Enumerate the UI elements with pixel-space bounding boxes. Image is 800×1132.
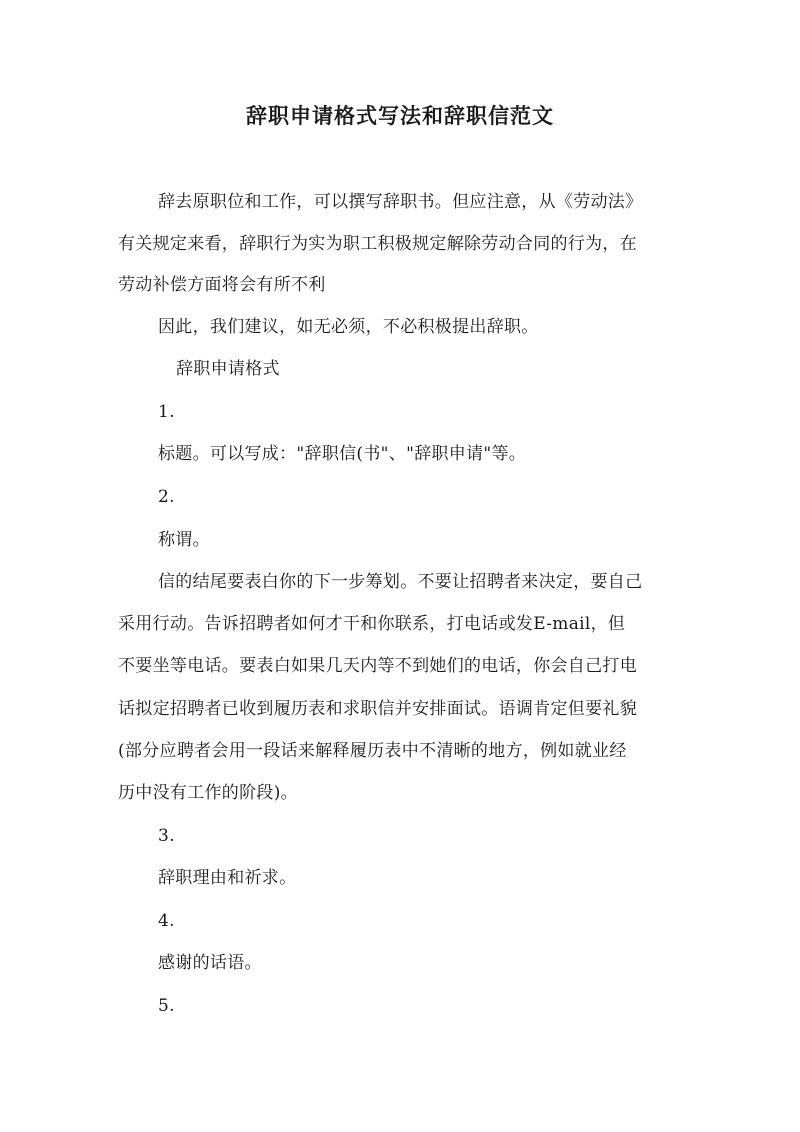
section-heading: 辞职申请格式	[176, 359, 280, 379]
paragraph-line: 不要坐等电话。要表白如果几天内等不到她们的电话，你会自己打电	[118, 656, 637, 676]
paragraph-line: 劳动补偿方面将会有所不利	[118, 275, 326, 295]
list-number: 5.	[158, 996, 175, 1016]
list-number: 4.	[158, 911, 175, 931]
paragraph-line: 有关规定来看，辞职行为实为职工积极规定解除劳动合同的行为，在	[118, 234, 637, 254]
paragraph-line: 因此，我们建议，如无必须，不必积极提出辞职。	[158, 317, 539, 337]
paragraph-line: 话拟定招聘者已收到履历表和求职信并安排面试。语调肯定但要礼貌	[118, 699, 637, 719]
paragraph-line: 信的结尾要表白你的下一步筹划。不要让招聘者来决定，要自己	[158, 572, 643, 592]
paragraph-line: 采用行动。告诉招聘者如何才干和你联系，打电话或发E-mail，但	[118, 614, 626, 634]
list-item: 感谢的话语。	[158, 953, 262, 973]
list-number: 3.	[158, 826, 175, 846]
list-item: 称谓。	[158, 530, 210, 550]
list-number: 2.	[158, 487, 175, 507]
list-number: 1.	[158, 402, 175, 422]
paragraph-line: 辞去原职位和工作，可以撰写辞职书。但应注意，从《劳动法》	[158, 192, 643, 212]
paragraph-line: 历中没有工作的阶段)。	[118, 783, 298, 803]
list-item: 辞职理由和祈求。	[158, 868, 297, 888]
document-title: 辞职申请格式写法和辞职信范文	[246, 103, 554, 128]
list-item: 标题。可以写成："辞职信(书"、"辞职申请"等。	[158, 444, 527, 464]
paragraph-line: (部分应聘者会用一段话来解释履历表中不清晰的地方，例如就业经	[118, 741, 627, 761]
